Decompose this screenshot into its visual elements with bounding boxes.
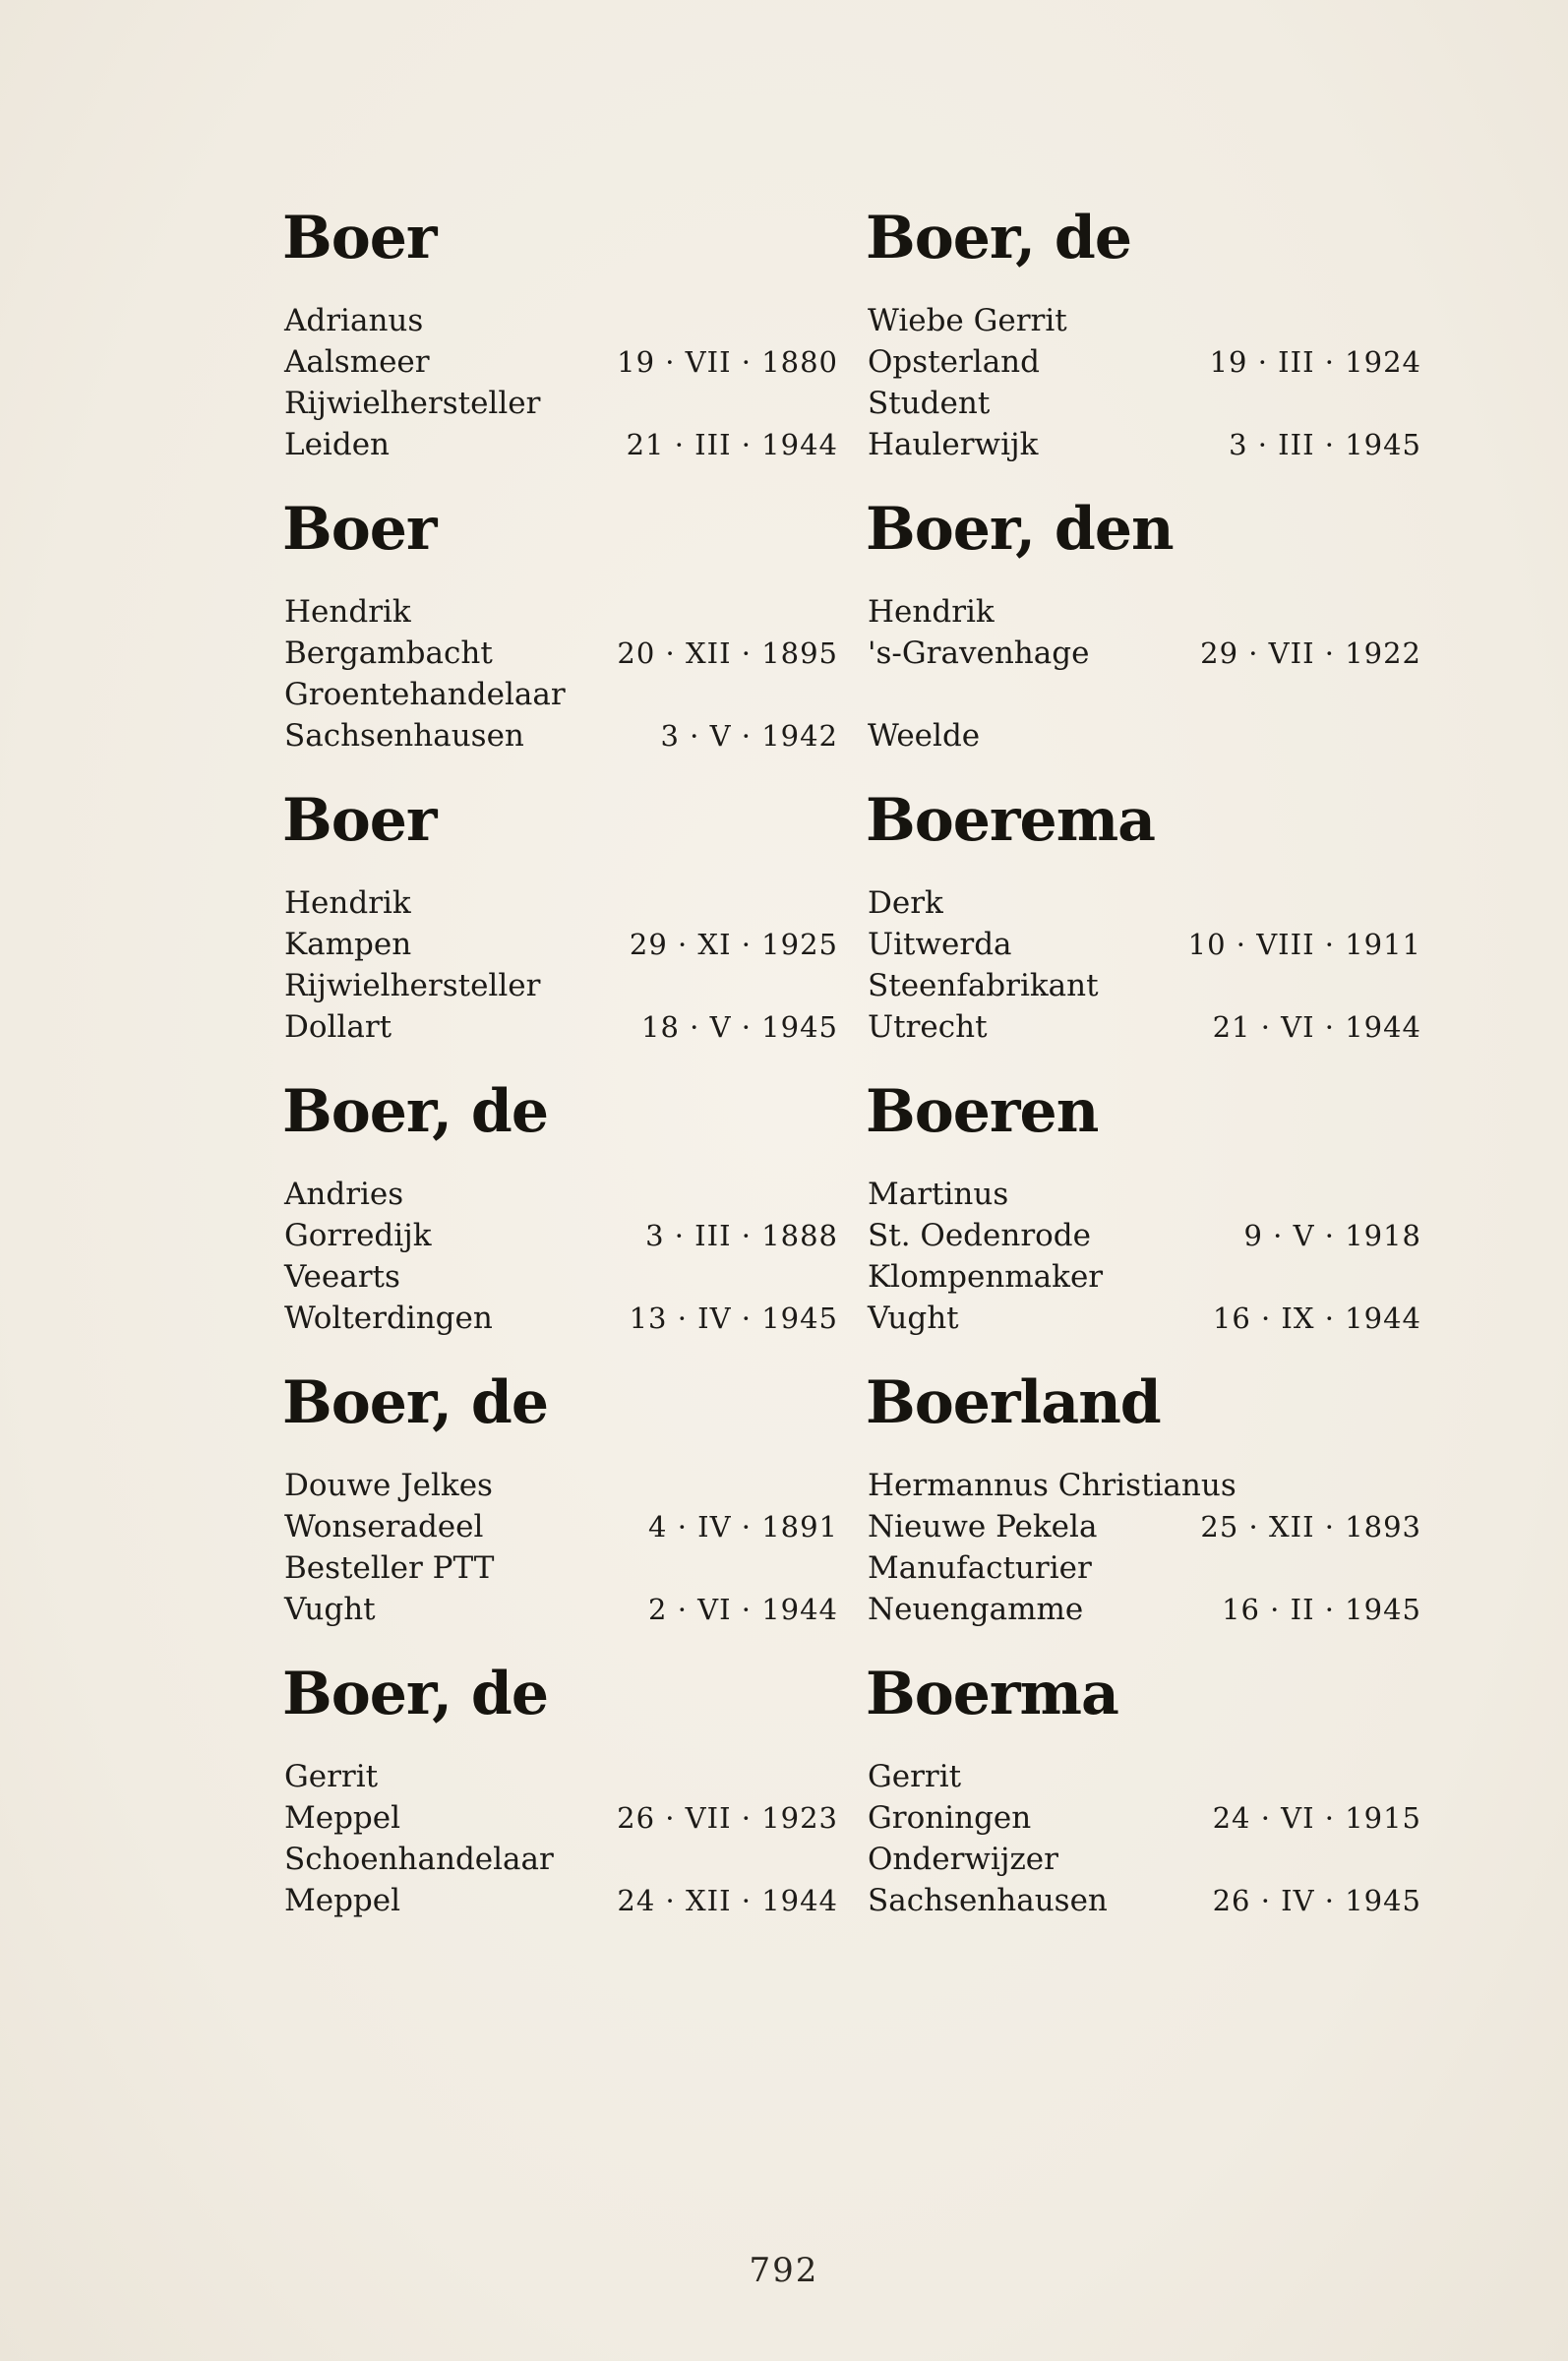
birth-place: Nieuwe Pekela [868, 1509, 1098, 1544]
death-place: Sachsenhausen [284, 718, 524, 754]
given-names: Andries [284, 1177, 404, 1212]
birth-date: 26 · VII · 1923 [617, 1801, 838, 1835]
death-place: Vught [868, 1301, 959, 1336]
birth-date: 24 · VI · 1915 [1212, 1801, 1421, 1835]
entry-surname: Boer [282, 786, 437, 855]
name-entry [866, 774, 1421, 1065]
death-date: 3 · V · 1942 [660, 719, 838, 753]
death-place: Weelde [868, 718, 981, 754]
birth-place: Gorredijk [284, 1218, 432, 1253]
name-entry [866, 192, 1421, 483]
death-date: 21 · III · 1944 [626, 428, 838, 461]
birth-date: 25 · XII · 1893 [1200, 1510, 1421, 1544]
given-names: Gerrit [868, 1759, 962, 1794]
birth-date: 29 · XI · 1925 [629, 928, 838, 961]
entry-surname: Boerema [866, 786, 1156, 855]
name-entry [866, 1065, 1421, 1357]
given-names: Douwe Jelkes [284, 1468, 493, 1503]
given-names: Derk [868, 885, 943, 921]
birth-place: Uitwerda [868, 927, 1012, 962]
birth-place: 's-Gravenhage [868, 636, 1090, 671]
birth-date: 9 · V · 1918 [1243, 1219, 1421, 1252]
death-date: 3 · III · 1945 [1229, 428, 1421, 461]
birth-place: St. Oedenrode [868, 1218, 1091, 1253]
given-names: Wiebe Gerrit [868, 303, 1067, 338]
given-names: Hendrik [868, 594, 995, 630]
death-place: Dollart [284, 1009, 392, 1045]
occupation: Groentehandelaar [284, 677, 566, 712]
occupation: Besteller PTT [284, 1550, 495, 1586]
death-date: 2 · VI · 1944 [648, 1593, 838, 1626]
occupation: Schoenhandelaar [284, 1842, 554, 1877]
name-entry [866, 1357, 1421, 1648]
occupation: Rijwielhersteller [284, 386, 541, 421]
death-place: Utrecht [868, 1009, 988, 1045]
name-entry [866, 483, 1421, 774]
occupation: Klompenmaker [868, 1259, 1104, 1295]
entry-surname: Boer, den [866, 495, 1174, 564]
death-date: 16 · II · 1945 [1222, 1593, 1421, 1626]
birth-date: 19 · III · 1924 [1209, 345, 1421, 379]
entry-surname: Boerland [866, 1368, 1161, 1437]
entry-surname: Boer [282, 204, 437, 272]
given-names: Hendrik [284, 885, 411, 921]
death-place: Leiden [284, 427, 391, 462]
given-names: Gerrit [284, 1759, 379, 1794]
name-entry [282, 192, 838, 483]
death-place: Haulerwijk [868, 427, 1039, 462]
occupation: Veearts [284, 1259, 400, 1295]
name-entry [866, 1648, 1421, 1939]
birth-place: Aalsmeer [284, 344, 430, 380]
occupation: Manufacturier [868, 1550, 1092, 1586]
given-names: Adrianus [284, 303, 424, 338]
birth-place: Kampen [284, 927, 412, 962]
name-entry [282, 1357, 838, 1648]
birth-place: Wonseradeel [284, 1509, 484, 1544]
birth-date: 10 · VIII · 1911 [1187, 928, 1421, 961]
birth-place: Groningen [868, 1800, 1032, 1836]
death-date: 21 · VI · 1944 [1212, 1010, 1421, 1044]
birth-place: Opsterland [868, 344, 1040, 380]
entry-surname: Boer, de [866, 204, 1132, 272]
entry-surname: Boer, de [282, 1660, 549, 1728]
occupation: Rijwielhersteller [284, 968, 541, 1003]
birth-date: 20 · XII · 1895 [617, 636, 838, 670]
name-entry [282, 1648, 838, 1939]
death-place: Vught [284, 1592, 376, 1627]
occupation: Student [868, 386, 991, 421]
death-place: Meppel [284, 1883, 401, 1918]
birth-date: 4 · IV · 1891 [648, 1510, 838, 1544]
birth-date: 19 · VII · 1880 [617, 345, 838, 379]
name-entry [282, 483, 838, 774]
left-column [282, 192, 838, 1939]
death-date: 18 · V · 1945 [641, 1010, 838, 1044]
occupation: Steenfabrikant [868, 968, 1099, 1003]
death-date: 16 · IX · 1944 [1212, 1302, 1421, 1335]
entry-surname: Boeren [866, 1077, 1099, 1146]
death-date: 26 · IV · 1945 [1212, 1884, 1421, 1917]
given-names: Martinus [868, 1177, 1009, 1212]
death-place: Wolterdingen [284, 1301, 493, 1336]
birth-place: Bergambacht [284, 636, 493, 671]
death-place: Neuengamme [868, 1592, 1084, 1627]
entry-surname: Boer, de [282, 1368, 549, 1437]
name-entry [282, 1065, 838, 1357]
given-names: Hendrik [284, 594, 411, 630]
birth-date: 29 · VII · 1922 [1200, 636, 1421, 670]
death-place: Sachsenhausen [868, 1883, 1108, 1918]
given-names: Hermannus Christianus [868, 1468, 1236, 1503]
right-column [866, 192, 1421, 1939]
death-date: 24 · XII · 1944 [617, 1884, 838, 1917]
occupation: Onderwijzer [868, 1842, 1058, 1877]
name-entry [282, 774, 838, 1065]
birth-place: Meppel [284, 1800, 401, 1836]
entry-surname: Boerma [866, 1660, 1118, 1728]
birth-date: 3 · III · 1888 [645, 1219, 838, 1252]
death-date: 13 · IV · 1945 [629, 1302, 838, 1335]
entry-surname: Boer [282, 495, 437, 564]
entry-surname: Boer, de [282, 1077, 549, 1146]
page-number: 792 [749, 2251, 819, 2290]
